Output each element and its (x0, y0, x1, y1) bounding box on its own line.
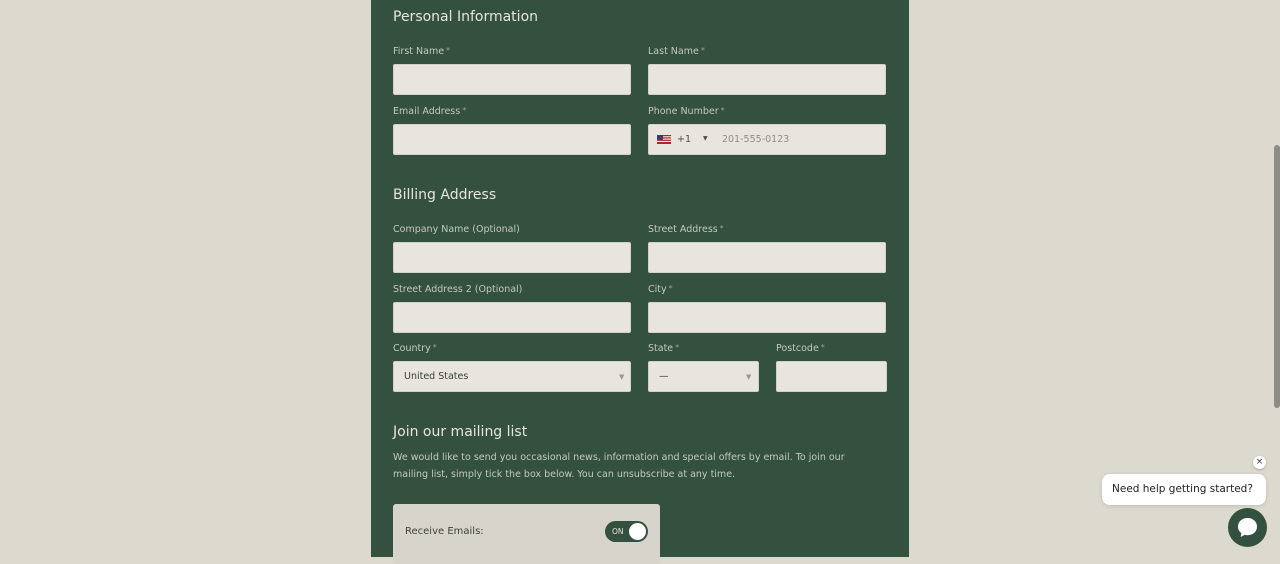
last-name-input[interactable] (648, 64, 886, 95)
chevron-down-icon: ▼ (746, 373, 752, 381)
close-icon[interactable]: × (1253, 456, 1266, 469)
state-label: State * (648, 343, 680, 354)
first-name-input[interactable] (393, 64, 631, 95)
phone-placeholder: 201-555-0123 (722, 134, 790, 145)
phone-input[interactable] (648, 124, 886, 155)
postcode-input[interactable] (776, 361, 887, 392)
help-prompt-text: Need help getting started? (1112, 483, 1253, 495)
company-label: Company Name (Optional) (393, 224, 520, 235)
country-select[interactable] (393, 361, 631, 392)
receive-emails-label: Receive Emails: (405, 526, 484, 537)
mailing-list-description: We would like to send you occasional news, information and special offers by email. To join our mailing list, simply tick the box below. You can unsubscribe at any time. (393, 452, 845, 480)
state-selected-value: — (659, 371, 669, 382)
chevron-down-icon: ▼ (619, 373, 625, 381)
receive-emails-box (393, 504, 660, 564)
street-input[interactable] (648, 242, 886, 273)
toggle-state-text: ON (612, 527, 624, 536)
phone-label: Phone Number * (648, 106, 725, 117)
email-input[interactable] (393, 124, 631, 155)
first-name-label: First Name * (393, 46, 451, 57)
street2-label: Street Address 2 (Optional) (393, 284, 523, 295)
phone-country-code[interactable]: +1 (677, 134, 692, 145)
company-input[interactable] (393, 242, 631, 273)
help-prompt-bubble[interactable] (1102, 474, 1266, 505)
street2-input[interactable] (393, 302, 631, 333)
checkout-form-panel (371, 0, 909, 557)
chat-launcher-button[interactable] (1228, 508, 1267, 547)
mailing-list-heading: Join our mailing list (393, 424, 528, 440)
country-selected-value: United States (404, 371, 469, 382)
street-label: Street Address * (648, 224, 724, 235)
receive-emails-toggle[interactable] (605, 521, 648, 542)
personal-info-heading: Personal Information (393, 9, 539, 25)
city-label: City * (648, 284, 673, 295)
chevron-down-icon[interactable]: ▼ (703, 135, 708, 142)
toggle-knob[interactable] (629, 523, 646, 540)
us-flag-icon[interactable] (657, 135, 671, 144)
page-scrollbar[interactable] (1274, 145, 1280, 408)
state-select[interactable] (648, 361, 759, 392)
last-name-label: Last Name * (648, 46, 705, 57)
email-label: Email Address * (393, 106, 467, 117)
city-input[interactable] (648, 302, 886, 333)
billing-address-heading: Billing Address (393, 187, 497, 203)
country-label: Country * (393, 343, 437, 354)
postcode-label: Postcode * (776, 343, 825, 354)
chat-bubble-icon (1228, 508, 1267, 547)
